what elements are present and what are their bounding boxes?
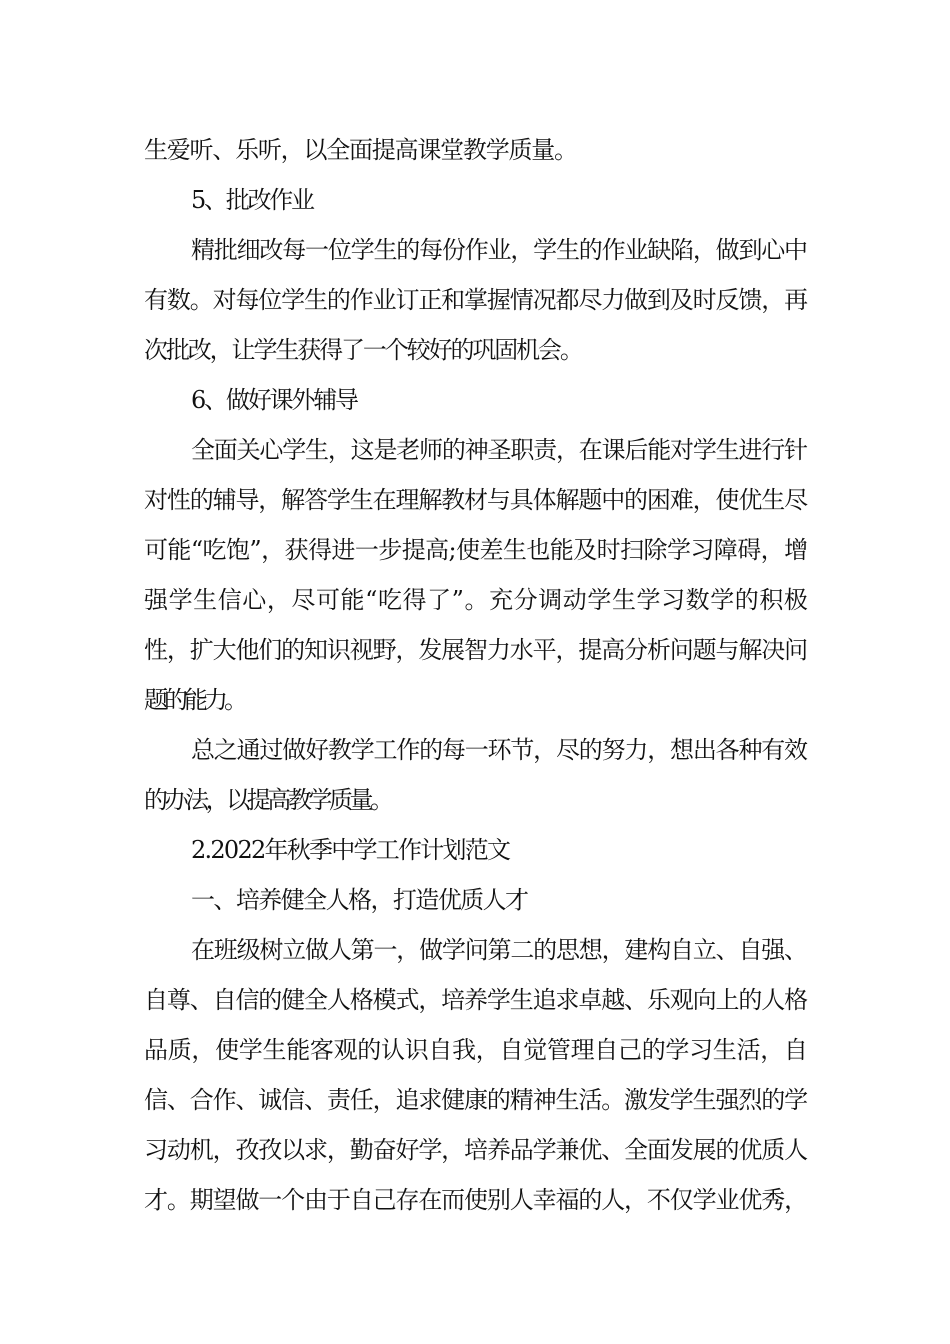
paragraph-line: 强学生信心，尽可能“吃得了”。充分调动学生学习数学的积极 [144, 586, 809, 614]
paragraph-line: 自尊、自信的健全人格模式，培养学生追求卓越、乐观向上的人格 [144, 986, 807, 1014]
paragraph-line: 精批细改每一位学生的每份作业，学生的作业缺陷，做到心中 [191, 236, 807, 264]
paragraph-line: 信、合作、诚信、责任，追求健康的精神生活。激发学生强烈的学 [144, 1086, 807, 1114]
section-heading: 5、批改作业 [191, 186, 313, 214]
paragraph-line: 在班级树立做人第一，做学问第二的思想，建构自立、自强、 [191, 936, 807, 964]
paragraph-line: 题的能力。 [144, 686, 244, 714]
paragraph-line: 有数。对每位学生的作业订正和掌握情况都尽力做到及时反馈，再 [144, 286, 807, 314]
paragraph-line: 品质，使学生能客观的认识自我，自觉管理自己的学习生活，自 [144, 1036, 808, 1064]
paragraph-line: 全面关心学生，这是老师的神圣职责，在课后能对学生进行针 [191, 436, 807, 464]
paragraph-line: 总之通过做好教学工作的每一环节，尽的努力，想出各种有效 [191, 736, 807, 764]
section-heading: 一、培养健全人格，打造优质人才 [191, 886, 528, 914]
paragraph-line: 次批改，让学生获得了一个较好的巩固机会。 [144, 336, 582, 364]
paragraph-line: 习动机，孜孜以求，勤奋好学，培养品学兼优、全面发展的优质人 [144, 1136, 807, 1164]
paragraph-line: 可能“吃饱”，获得进一步提高;使差生也能及时扫除学习障碍，增 [144, 536, 808, 564]
section-heading: 6、做好课外辅导 [191, 386, 357, 414]
paragraph-line: 的办法，以提高教学质量。 [144, 786, 391, 814]
paragraph-line: 对性的辅导，解答学生在理解教材与具体解题中的困难，使优生尽 [144, 486, 807, 514]
text-line: 生爱听、乐听，以全面提高课堂教学质量。 [144, 136, 577, 164]
paragraph-line: 性，扩大他们的知识视野，发展智力水平，提高分析问题与解决问 [144, 636, 807, 664]
paragraph-line: 才。期望做一个由于自己存在而使别人幸福的人，不仅学业优秀， [144, 1186, 807, 1214]
document-title: 2.2022年秋季中学工作计划范文 [191, 836, 510, 864]
